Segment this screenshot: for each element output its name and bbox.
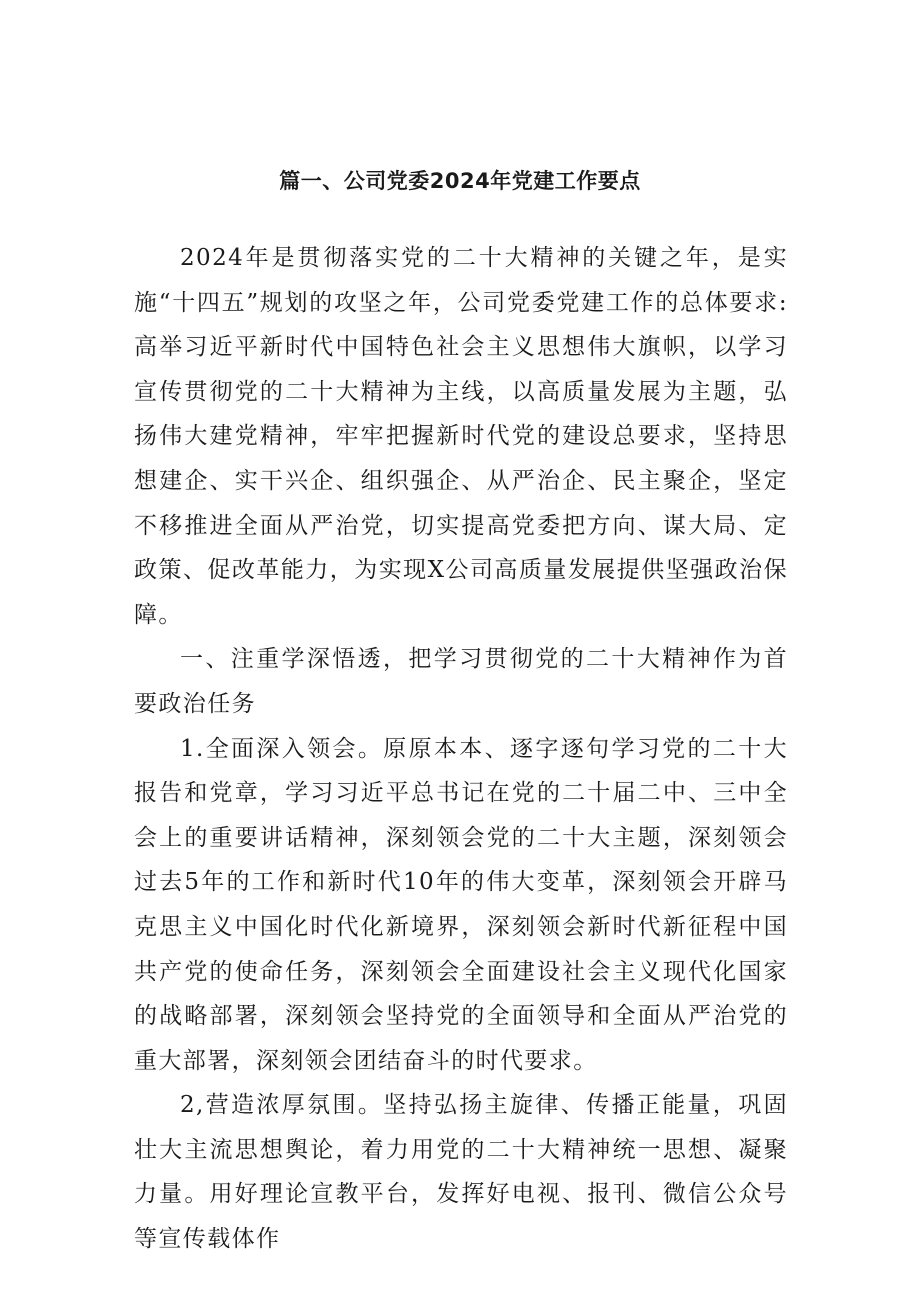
section-heading-1: 一、注重学深悟透，把学习贯彻党的二十大精神作为首要政治任务 <box>134 646 788 717</box>
paragraph-intro: 2024年是贯彻落实党的二十大精神的关键之年，是实施“十四五”规划的攻坚之年，公司党委党建工作的总体要求:高举习近平新时代中国特色社会主义思想伟大旗帜，以学习宣传贯彻党的二十大精神为主线，以高质量发展为主题，弘扬伟大建党精神，牢牢把握新时代党的建设总要求，坚持思想建企、实干兴企、组织强企、从严治企、民主聚企，坚定不移推进全面从严治党，切实提高党委把方向、谋大局、定政策、促改革能力，为实现X公司高质量发展提供坚强政治保障。 <box>134 245 788 628</box>
paragraph-item-1: 1.全面深入领会。原原本本、逐字逐句学习党的二十大报告和党章，学习习近平总书记在党的二十届二中、三中全会上的重要讲话精神，深刻领会党的二十大主题，深刻领会过去5年的工作和新时代10年的伟大变革，深刻领会开辟马克思主义中国化时代化新境界，深刻领会新时代新征程中国共产党的使命任务，深刻领会全面建设社会主义现代化国家的战略部署，深刻领会坚持党的全面领导和全面从严治党的重大部署，深刻领会团结奋斗的时代要求。 <box>134 735 788 1074</box>
document-body <box>134 236 788 1262</box>
document-title: 篇一、公司党委2024年党建工作要点 <box>279 169 641 193</box>
paragraph-item-2: 2,营造浓厚氛围。坚持弘扬主旋律、传播正能量，巩固壮大主流思想舆论，着力用党的二十大精神统一思想、凝聚力量。用好理论宣教平台，发挥好电视、报刊、微信公众号等宣传载体作 <box>134 1092 788 1253</box>
